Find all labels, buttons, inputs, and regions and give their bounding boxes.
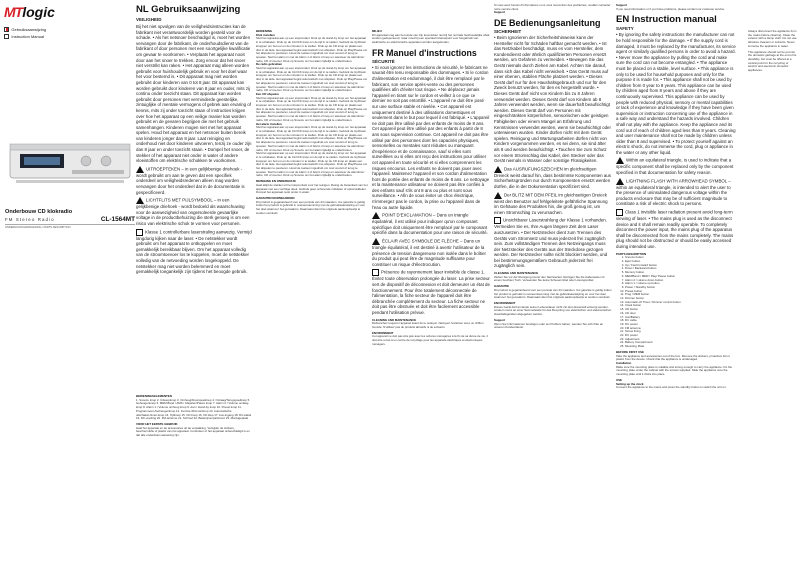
nl-safety-column <box>136 4 252 394</box>
lightning-icon <box>136 197 144 204</box>
en-safety-text: • By ignoring the safety instructions the manufacturer can not be hold responsible for the damage. • If the supply cord is damaged, it must be replaced by the manufacturer, its service agent or similarly qualified persons in order to avoid a hazard. • Never move the appliance by pulling the cord and make sure the cord can not become entangled. • The appliance must be placed on a stable, level surface. • This appliance is only to be used for household purposes and only for the purpose it is made for. • This appliance shall not be used by children from 0 year to 8 years. This appliance can be used by children aged from 8 years and above if they are continuously supervised. This appliance can be used by people with reduced physical, sensory or mental capabilities or lack of experience and knowledge if they have been given supervision or instruction concerning use of the appliance in a safe way and understand the hazards involved. Children shall not play with the appliance. Keep the appliance and its cord out of reach of children aged less than 8 years. Cleaning and user maintenance shall not be made by children unless older than 8 and supervised. • To protect yourself against an electric shock, do not immerse the cord, plug or appliance in the water or any other liquid. <box>616 32 736 155</box>
laser-icon <box>494 217 501 224</box>
nl-lower-column <box>136 395 252 571</box>
en-side-text-2: This appliance should not be put into the domestic garbage at the end of its durability, but must be offered at a central point for the recycling of electric and electronic domestic appliances. <box>748 49 797 73</box>
nl-environment-text: Dit apparaat mag aan het einde van zijn levensduur niet bij het normale huishoudelijke afval worden gedeponeerd, maar moet bij een speciaal inzamelpunt voor hergebruik van elektrische en elektronische apparaten worden aangeboden. <box>372 32 490 45</box>
en-installation-heading: Installation <box>616 360 632 365</box>
manual-type-ops: Gebruiksaanwijzing <box>4 26 46 33</box>
nl-warning-1: UITROEPTEKEN – in een gelijkbenige driehoek - wordt gebruikt om aan te geven dat een specifiek onderdeel om veiligheidsredenen alleen mag worden vervangen door het onderdeel dat in de documentatie is gespecificeerd. <box>136 166 245 195</box>
parts-list-item: 21. Screw fixing <box>625 330 735 334</box>
en-warning-2: LIGHTNING FLASH WITH ARROWHEAD SYMBOL – within an equilateral triangle, is intended to alert the user to the presence of uninsulated dangerous voltage within the products enclosure that may be of sufficient magnitude to constitute a risk of electric shock to persons. <box>616 178 731 207</box>
nl-radio-heading: De radio gebruiken <box>256 62 283 67</box>
checkbox-icon <box>4 27 9 32</box>
parts-list-item: 16. CD door <box>625 312 735 316</box>
parts-list-item: 12. Dimmer button <box>625 297 735 301</box>
warning-triangle-icon <box>494 166 502 173</box>
parts-list-item: 22. DC power <box>625 334 735 338</box>
de-column <box>494 4 612 571</box>
nl-first-use-text: Haal het apparaat en de accessoires uit de verpakking. Verwijder de stickers, beschermfolie of plastic van het apparaat. Controleer of het apparaat onbeschadigd is en dat alle onderdelen aanwezig zijn. <box>136 425 250 438</box>
en-parts-list <box>616 256 735 349</box>
checkbox-icon <box>4 34 9 39</box>
fr-safety-heading: SÉCURITÉ <box>372 58 395 64</box>
de-warning-2: Der BLITZ MIT DEM PFEIL im gleichseitigen Dreieck weist den Benutzer auf fehlgeleitete gefährliche Spannung im Gehäuse des Produktes hin, die groß genug ist, um einen Stromschlag zu verursachen. <box>494 192 608 215</box>
logo-rest: logic <box>22 4 55 20</box>
laser-icon <box>616 209 623 216</box>
fr-clean-text: Débranchez toujours l'appareil avant de le nettoyer. Nettoyez l'extérieur avec un chiffon humide. N'utilisez pas de produits abrasifs ni de solvants. <box>372 321 484 329</box>
nl-guarantee-text: Dit product is gegarandeerd voor een periode van 24 maanden. Uw garantie is geldig indien het product is gebruikt in overeenstemming met de gebruiksaanwijzing en voor het doel waarvoor het gemaakt is. Daarnaast dient het originele aankoopbewijs te worden verstrekt. <box>256 199 366 215</box>
de-warning-1: Das AUSRUFUNGSZEICHEN im gleichseitigen Dreieck weist darauf hin, dass bestimmte Komponenten aus Sicherheitsgründen nur durch Komponenten ersetzt werden dürfen, die in der Dokumentation spezifiziert sind. <box>494 166 611 189</box>
en-safety-heading: SAFETY <box>616 26 634 32</box>
en-top-support-heading: Support <box>616 4 628 7</box>
en-side-strip <box>748 30 798 330</box>
de-guarantee-heading: GARANTIE <box>494 284 510 289</box>
nl-operation-heading: BEDIENING <box>256 30 273 33</box>
parts-list-item: 8. Alarm 1 / volume up button <box>625 282 735 286</box>
en-laser: Class 1 invisible laser radiation present avoid long-term viewing of laser. • The mains plug is used as the disconnect device and it shall remain readily operable. To completely disconnect the power input, the mains plug of the apparatus shall be disconnected from the mains completely. The mains plug should not be obstructed or should be easily accessed during intended use. <box>616 209 734 249</box>
de-support-text: Wenn Sie Informationen benötigen oder ein Problem haben, wenden Sie sich bitte an unseren Kundendienst. <box>494 321 604 330</box>
lightning-icon <box>494 192 502 199</box>
en-top-support-text: If you need information or if you have problems, please contact our customer service. <box>616 6 725 11</box>
en-parts-heading: PARTS DESCRIPTION <box>616 251 647 256</box>
de-title: DE Bedienungsanleitung <box>494 18 601 29</box>
warning-triangle-icon <box>616 157 624 164</box>
nl-warning-2: LICHTFLITS MET PIJLSYMBOOL – in een gelijkbenige driehoek - wordt bedoeld als waarschuwing voor de aanwezigheid van ongeïsoleerde gevaarlijke voltage in de productbehuizing die sterk genoeg is om een risico van elektrische schok te vormen voor personen. <box>136 197 250 226</box>
en-side-text-1: Always disconnect the appliance from the mains before cleaning. Clean the exterior with a damp cloth. Do not use abrasive cleaners or solvents. Never immerse the appliance in water. <box>748 30 797 48</box>
en-use-heading: USE <box>616 377 622 382</box>
nl-use-text-3: Sluit het apparaat aan op een stopcontact. Druk op de stand-by knop om het apparaat in te schakelen. Druk op de CLOCK knop om de tijd in te stellen. Gebruik de Up/Down knoppen om het uur en de minuten in te stellen. Druk op de CD knop en plaats een disc in de lade. Het apparaat begint automatisch met afspelen. Druk op Play/Pause om het afspelen te pauzeren. Houd de toetsen ingedrukt om snel vooruit of terug te spoelen. Stel het alarm in met de Alarm 1 of Alarm 2 knop en selecteer de alarmbron: radio, CD of zoemer. Druk op Snooze om het alarm tijdelijk te onderbreken. <box>256 95 368 122</box>
nl-use-text-1: Sluit het apparaat aan op een stopcontact. Druk op de stand-by knop om het apparaat in te schakelen. Druk op de CLOCK knop om de tijd in te stellen. Gebruik de Up/Down knoppen om het uur en de minuten in te stellen. Druk op de CD knop en plaats een disc in de lade. Het apparaat begint automatisch met afspelen. Druk op Play/Pause om het afspelen te pauzeren. Houd de toetsen ingedrukt om snel vooruit of terug te spoelen. Stel het alarm in met de Alarm 1 of Alarm 2 knop en selecteer de alarmbron: radio, CD of zoemer. Druk op Snooze om het alarm tijdelijk te onderbreken. <box>256 36 368 63</box>
manual-type-inst: Instruction Manual <box>4 33 46 40</box>
parts-list-item: 25. Mounting Plate <box>625 345 735 349</box>
fr-support-heading: Support <box>494 10 506 15</box>
product-title: Onderbouw CD klokradio <box>5 209 73 215</box>
parts-list-item: 9. Power / Standby button <box>625 286 735 290</box>
parts-list-item: 23. Adjustment <box>625 338 735 342</box>
parts-list-item: 1. Snooze button <box>625 256 735 260</box>
de-env-text: Dieses Gerät darf am Ende seiner Lebensdauer nicht mit dem Hausmüll entsorgt werden, sondern muss an einer Sammelstelle für das Recycling von elektrischen und elektronischen Haushaltsgeräten abgegeben werden. <box>494 304 612 317</box>
de-guarantee-text: Dit product is gegarandeerd voor een periode van 24 maanden. Uw garantie is geldig indien het product is gebruikt in overeenstemming met de gebruiksaanwijzing en voor het doel waarvoor het gemaakt is. Daarnaast dient het originele aankoopbewijs te worden verstrekt. <box>494 287 612 300</box>
nl-guarantee-heading: GARANTIEVOORWAARDEN <box>256 195 295 200</box>
de-laser: Unsichtbarer Laserstrahlung der Klasse 1 vorhanden. Vermeiden Sie es, Ihre Augen längere Zeit dem Laser auszusetzen. • Der Netzstecker dient zum Trennen des Geräts vom Stromnetz und muss jederzeit frei zugänglich sein. Zum vollständigen Trennen des Netzeingangs muss der Netzstecker des Geräts aus der Steckdose gezogen werden. Der Netzstecker sollte nicht blockiert werden, und bei bestimmungsgemäßem Gebrauch jederzeit frei zugänglich sein. <box>494 217 608 269</box>
en-title: EN Instruction manual <box>616 14 717 26</box>
parts-list-item: 14. Clock button <box>625 304 735 308</box>
parts-list-item: 11. Prog / MEM button <box>625 293 735 297</box>
nl-laser: Klasse 1 controllerbare laserstraling aanwezig. Vermijd langdurig kijken naar de laser. • De netstekker wordt gebruikt om het apparaat te ontkoppelen en moet gemakkelijk bereikbaar blijven. Om het apparaat volledig van de stroomtoevoer los te koppelen, moet de netstekker volledig van de netvoeding worden losgekoppeld. De netstekker mag niet worden belemmerd en moet gemakkelijk toegankelijk zijn tijdens het beoogde gebruik. <box>136 229 252 275</box>
en-use-text: Connect the appliance to the mains and press the standby button to switch the unit on. <box>616 385 727 390</box>
parts-list-item: 18. DC cable <box>625 319 735 323</box>
parts-list-item: 24. Battery Compartment <box>625 341 735 345</box>
nl-clock-heading: Klok instellen <box>256 32 275 37</box>
nl-title: NL Gebruiksaanwijzing <box>136 4 241 15</box>
fr-warning-1: POINT D'EXCLAMATION – Dans un triangle équilatéral, il est utilisé pour indiquer qu'un composant spécifique doit uniquement être remplacé par le composant spécifié dans la documentation pour une raison de sécurité. <box>372 212 488 236</box>
parts-list-item: 15. CD button <box>625 308 735 312</box>
fr-clean-heading: CLEANING AND MAINTENANCE <box>372 317 417 322</box>
lightning-icon <box>372 238 380 245</box>
nl-use-text-4: Sluit het apparaat aan op een stopcontact. Druk op de stand-by knop om het apparaat in te schakelen. Druk op de CLOCK knop om de tijd in te stellen. Gebruik de Up/Down knoppen om het uur en de minuten in te stellen. Druk op de CD knop en plaats een disc in de lade. Het apparaat begint automatisch met afspelen. Druk op Play/Pause om het afspelen te pauzeren. Houd de toetsen ingedrukt om snel vooruit of terug te spoelen. Stel het alarm in met de Alarm 1 of Alarm 2 knop en selecteer de alarmbron: radio, CD of zoemer. Druk op Snooze om het alarm tijdelijk te onderbreken. <box>256 125 368 152</box>
parts-list-item: 6. MEM/Band / MEM / Play/ Pause button <box>625 275 735 279</box>
nl-safety-text: Bij het niet opvolgen van de veiligheidsinstructies kan de fabrikant niet verantwoordelijk worden gesteld voor de schade. • Als het netsnoer beschadigd is, moet het worden vervangen door de fabrikant, de onderhoudsdienst van de fabrikant of door personen met een soortgelijke kwalificatie om gevaar te voorkomen. • Verplaats het apparaat nooit door aan het snoer te trekken. Zorg ervoor dat het snoer niet verstrikt kan raken. • Het apparaat mag alleen worden gebruikt voor huishoudelijk gebruik en voor het doel waar het voor bestemd is. • Dit apparaat mag niet worden gebruikt door kinderen van 0 tot 8 jaar. Dit apparaat kan worden gebruikt door kinderen van 8 jaar en ouder, mits zij continu onder toezicht staan. Dit apparaat kan worden gebruikt door personen met verminderde geestelijke, zintuiglijke of mentale vermogens of gebrek aan ervaring of kennis, mits zij onder toezicht staan of instructies krijgen over hoe het apparaat op een veilige manier kan worden gebruikt en de gevaren begrijpen die met het gebruik samenhangen. Kinderen mogen niet met het apparaat spelen. Houd het apparaat en het netsnoer buiten bereik van kinderen jonger dan 8 jaar. Laat reiniging en onderhoud niet door kinderen uitvoeren, tenzij ze ouder zijn dan 8 jaar en onder toezicht staan. • Dompel het snoer, de stekker of het apparaat niet onder in water of andere vloeistoffen om elektrische schokken te voorkomen. <box>136 24 252 164</box>
en-first-use-heading: BEFORE FIRST USE <box>616 349 644 354</box>
nl-operation-column <box>256 30 368 571</box>
warning-triangle-icon <box>372 212 380 219</box>
nl-controls-heading: BEDIENINGSELEMENTEN <box>136 395 172 398</box>
nl-safety-heading: VEILIGHEID <box>136 17 162 22</box>
nl-environment-heading: MILIEU <box>372 30 382 33</box>
product-image <box>6 138 134 200</box>
fr-env-text: Cet appareil ne doit pas être jeté avec les ordures ménagères à la fin de sa durée de vie, il doit être remis à un centre de recyclage pour les appareils électriques et électroniques ménagers. <box>372 334 488 346</box>
en-clock-heading: Setting up the clock <box>616 381 644 386</box>
nl-clean-text: Haal altijd de stekker uit het stopcontact voor het reinigen. Reinig de buitenkant van het apparaat met een vochtige doek. Gebruik geen schurende middelen of oplosmiddelen. Dompel het apparaat nooit onder in water. <box>256 182 368 195</box>
parts-list-item: 13. Automatic off Timer / Dimmer control button <box>625 301 735 305</box>
brand-logo <box>4 4 60 26</box>
doc-label: ONDERHOUDSHANDLEIDING / PARTS DESCRIPTION <box>5 226 71 229</box>
nl-alarm-heading: Het alarm instellen <box>256 121 282 126</box>
nl-controls-list: 1. Snooze knop 2. Uitwerpknop 3. Omhoog/Doorspoelknop 4. Omlaag/Terugspoelknop 5. Geheugenknop 6. MEM Band / AMS / Afspelen/Pauze knop 7. Alarm 2 / Volume omlaag knop 8. Alarm 1 / Volume omhoog knop 9. Aan / stand-by knop 10. Preset knop 11. Programmeer-/Geheugenknop 12. Functie-/Dimmerknop 13. Automatische uitschakel-/timer-knop 14. Tijdknop 15. CD knop 16. CD klep 17. Aux-ingang 18. DC-kabel 19. DC-voeding 20. FM-antenne 21. Schroef 22. Batterijcompartiment 23. Montageplaat <box>136 397 252 421</box>
nl-clean-heading: REINIGING EN ONDERHOUD <box>256 179 296 184</box>
parts-list-item: 5. Memory button <box>625 271 735 275</box>
fr-laser: Présence de rayonnement laser invisible de classe 1. Évitez toute observation prolongée du laser. La prise secteur sert de dispositif de déconnexion et doit demeurer un état de fonctionnement. Pour être totalement déconnectée de l'alimentation, la fiche secteur de l'appareil doit être débranchée complètement du secteur. La fiche secteur ne doit pas être obstruée et doit être facilement accessible pendant l'utilisation prévue. <box>372 270 490 315</box>
fr-column <box>372 30 490 571</box>
laser-icon <box>136 229 143 236</box>
nl-first-use-heading: VOOR HET EERSTE GEBRUIK <box>136 421 178 426</box>
parts-list-item: 7. Alarm 2 / volume down button <box>625 279 735 283</box>
product-header <box>5 209 135 229</box>
parts-list-item: 3. Up / Fast Forward button <box>625 264 735 268</box>
de-safety-text: • Beim Ignorieren der Sicherheitshinweise kann der Hersteller nicht für Schäden haftbar gemacht werden. • Ist das Netzkabel beschädigt, muss es vom Hersteller, dem Kundendienst oder ähnlich qualifizierten Personen ersetzt werden, um Gefahren zu vermeiden. • Bewegen Sie das Gerät niemals durch Ziehen am Kabel. Achten Sie darauf, dass sich das Kabel nicht verwickelt. • Das Gerät muss auf einer ebenen, stabilen Fläche platziert werden. • Dieses Gerät darf nur für den Haushaltsgebrauch und nur für den Zweck benutzt werden, für den es hergestellt wurde. • Dieses Gerät darf nicht von Kindern bis zu 8 Jahren verwendet werden. Dieses Gerät darf von Kindern ab 8 Jahren verwendet werden, wenn sie dauerhaft beaufsichtigt werden. Dieses Gerät darf von Personen mit eingeschränkten körperlichen, sensorischen oder geistigen Fähigkeiten oder einem Mangel an Erfahrung und Kenntnissen verwendet werden, wenn sie beaufsichtigt oder unterwiesen wurden. Kinder dürfen nicht mit dem Gerät spielen. Reinigung und Wartungsarbeiten dürfen nicht von Kindern vorgenommen werden, es sei denn, sie sind älter als 8 und werden beaufsichtigt. • Tauchen Sie zum Schutz vor einem Stromschlag das Kabel, den Stecker oder das Gerät niemals in Wasser oder sonstige Flüssigkeiten. <box>494 35 611 164</box>
parts-list-item: 20. FM antenna <box>625 327 735 331</box>
parts-list-item: 2. Eject button <box>625 260 735 264</box>
en-installation-text: Make sure the mounting place is suitable and strong enough to carry the appliance. Fix the mounting plate under the cabinet with the screws supplied. Slide the appliance onto the mounting plate until it clicks into place. <box>616 364 733 377</box>
laser-icon <box>372 269 379 276</box>
de-env-heading: ENVIRONMENT <box>494 301 516 305</box>
warning-triangle-icon <box>136 166 144 173</box>
nl-use-text-2: Sluit het apparaat aan op een stopcontact. Druk op de stand-by knop om het apparaat in te schakelen. Druk op de CLOCK knop om de tijd in te stellen. Gebruik de Up/Down knoppen om het uur en de minuten in te stellen. Druk op de CD knop en plaats een disc in de lade. Het apparaat begint automatisch met afspelen. Druk op Play/Pause om het afspelen te pauzeren. Houd de toetsen ingedrukt om snel vooruit of terug te spoelen. Stel het alarm in met de Alarm 1 of Alarm 2 knop en selecteer de alarmbron: radio, CD of zoemer. Druk op Snooze om het alarm tijdelijk te onderbreken. <box>256 66 368 93</box>
manual-type-list <box>4 26 46 40</box>
de-safety-heading: SICHERHEIT <box>494 29 522 35</box>
parts-list-item: 17. Aux/Battery <box>625 316 735 320</box>
lightning-icon <box>616 178 624 185</box>
product-subtitle: FM Stereo Radio <box>5 217 55 222</box>
fr-support-text: Si vous avez besoin d'informations ou si vous rencontrez des problèmes, veuillez contacter notre service client. <box>494 4 611 11</box>
parts-list-item: 4. Down / Backward button <box>625 267 735 271</box>
fr-title: FR Manuel d'instructions <box>372 47 477 58</box>
de-clean-heading: CLEANING AND MAINTENANCE <box>494 271 539 276</box>
model-number: CL-1564MT <box>100 216 135 223</box>
parts-list-item: 19. DC power <box>625 323 735 327</box>
parts-list-item: 10. Preset button <box>625 290 735 294</box>
fr-warning-2: ÉCLAIR AVEC SYMBOLE DE FLÈCHE – Dans un triangle équilatéral, il est destiné à avertir l'utilisateur de la présence de tension dangereuse non isolée dans le boîtier du produit qui peut être de magnitude suffisante pour constituer un risque d'électrocution. <box>372 238 486 267</box>
en-warning-1: Within an equilateral triangle, is used to indicate that a specific component shall be replaced only by the component specified in that documentation for safety reason. <box>616 158 734 176</box>
fr-safety-text: • Si vous ignorez les instructions de sécurité, le fabricant ne saurait être tenu responsable des dommages. • Si le cordon d'alimentation est endommagé, il doit être remplacé par le fabricant, son service après-vente ou des personnes qualifiées afin d'éviter tout risque. • Ne déplacez jamais l'appareil en tirant sur le cordon et veillez à ce que ce dernier ne soit pas entortillé. • L'appareil ne doit être posé sur une surface stable et nivelée. • Cet appareil est uniquement destiné à des utilisations domestiques et seulement dans le but pour lequel il est fabriqué. • L'appareil ne doit pas être utilisé par des enfants de moins de 8 ans. Cet appareil peut être utilisé par des enfants à partir de 8 ans sous supervision continue. Cet appareil ne doit pas être utilisé par des personnes dont les capacités physiques, sensorielles ou mentales sont réduites ou manquant d'expérience et de connaissance, sauf si elles sont surveillées ou si elles ont reçu des instructions pour utiliser cet appareil en toute sécurité et si elles comprennent les risques encourus. Les enfants ne doivent pas jouer avec l'appareil. Maintenez l'appareil et son cordon d'alimentation hors de portée des enfants de moins de 8 ans. Le nettoyage et la maintenance utilisateur ne doivent pas être confiés à des enfants sauf s'ils ont 8 ans ou plus et sont sous surveillance. • Afin de vous éviter un choc électrique, n'immergez pas le cordon, la prise ou l'appareil dans de l'eau ou autre liquide. <box>372 64 490 210</box>
nl-use-text-5: Sluit het apparaat aan op een stopcontact. Druk op de stand-by knop om het apparaat in te schakelen. Druk op de CLOCK knop om de tijd in te stellen. Gebruik de Up/Down knoppen om het uur en de minuten in te stellen. Druk op de CD knop en plaats een disc in de lade. Het apparaat begint automatisch met afspelen. Druk op Play/Pause om het afspelen te pauzeren. Houd de toetsen ingedrukt om snel vooruit of terug te spoelen. Stel het alarm in met de Alarm 1 of Alarm 2 knop en selecteer de alarmbron: radio, CD of zoemer. Druk op Snooze om het alarm tijdelijk te onderbreken. <box>256 151 368 178</box>
en-first-use-text: Take the appliance and accessories out of the box. Remove the stickers, protective foil or plastic from the device. Check that the appliance is undamaged. <box>616 353 730 362</box>
fr-env-heading: ENVIRONMENT <box>372 330 394 335</box>
nl-cd-heading: Een CD afspelen <box>256 91 279 96</box>
logo-mt: MT <box>4 4 23 20</box>
de-clean-text: Ziehen Sie vor der Reinigung immer den Netzstecker. Reinigen Sie die Außenseite mit einem feuchten Tuch. Verwenden Sie keine Scheuermittel oder Lösungsmittel. <box>494 274 605 283</box>
de-support-heading: Support <box>494 317 506 322</box>
